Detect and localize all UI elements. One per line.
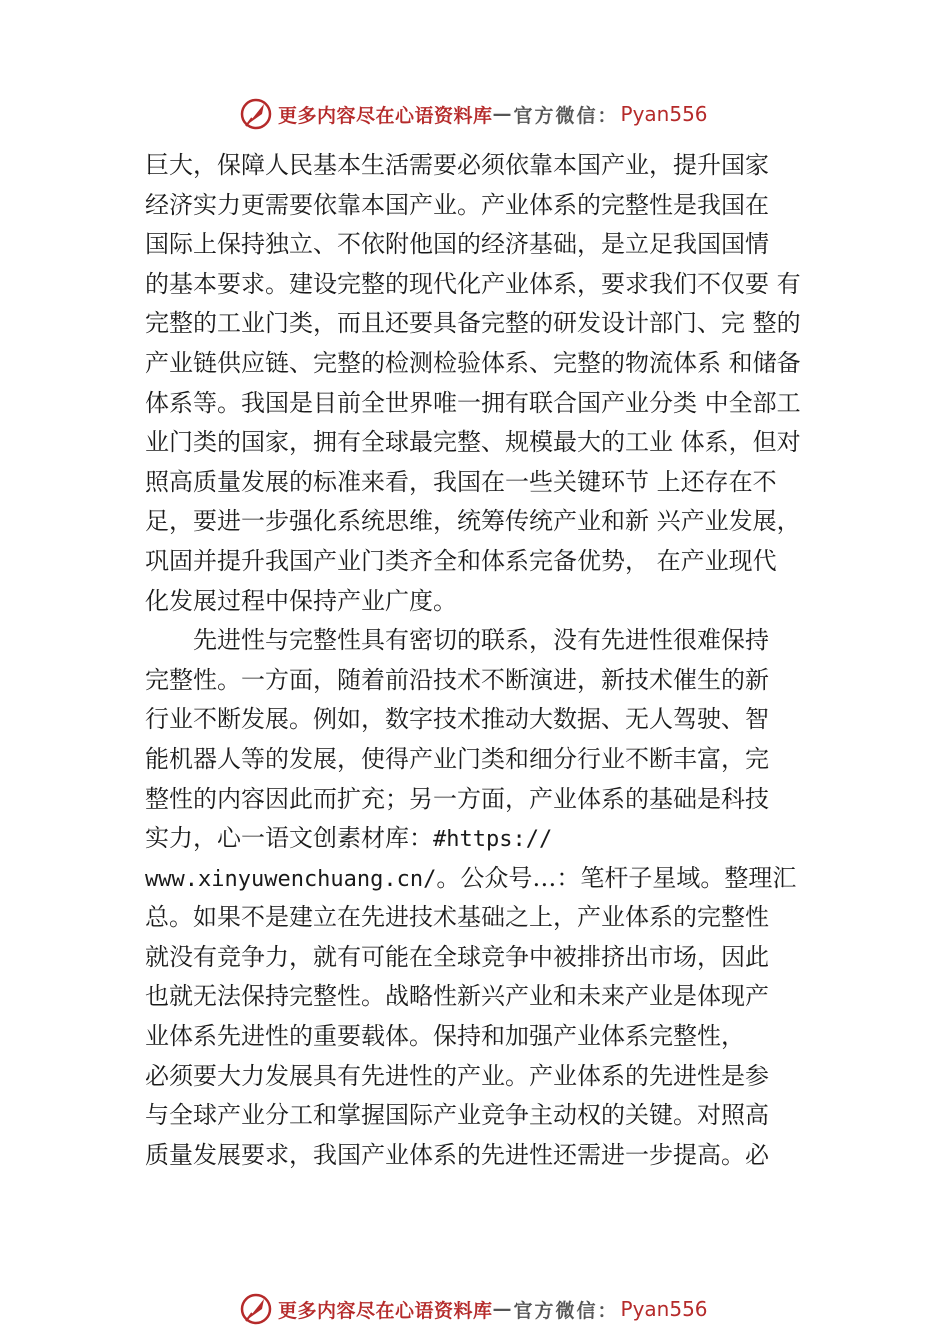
url-fragment: www.xinyuwenchuang.cn/	[145, 866, 437, 892]
text-line: 与全球产业分工和掌握国际产业竞争主动权的关键。对照高	[145, 1101, 769, 1130]
text-line: 就没有竞争力，就有可能在全球竞争中被排挤出市场，因此	[145, 942, 769, 971]
text-line	[145, 859, 825, 899]
text-line: 必须要大力发展具有先进性的产业。产业体系的先进性是参	[145, 1061, 769, 1090]
text-line: 的基本要求。建设完整的现代化产业体系，要求我们不仅要 有	[145, 269, 801, 298]
footer-banner	[238, 1291, 708, 1327]
text-line: 能机器人等的发展，使得产业门类和细分行业不断丰富，完	[145, 744, 769, 773]
text-segment: 。公众号…：笔杆子星域。整理汇	[436, 863, 797, 892]
text-line: 产业链供应链、完整的检测检验体系、完整的物流体系 和储备	[145, 348, 801, 377]
text-line: 巨大，保障人民基本生活需要必须依靠本国产业，提升国家	[145, 151, 769, 179]
text-line: 业门类的国家，拥有全球最完整、规模最大的工业 体系，但对	[145, 428, 801, 457]
paragraph-2	[145, 621, 825, 1175]
text-line: 国际上保持独立、不依附他国的经济基础，是立足我国国情	[145, 230, 769, 259]
banner-wechat-id: Pyan556	[620, 1297, 708, 1321]
text-line: 完整性。一方面，随着前沿技术不断演进，新技术催生的新	[145, 665, 769, 694]
text-line: 先进性与完整性具有密切的联系，没有先进性很难保持	[193, 626, 769, 655]
text-line: 质量发展要求，我国产业体系的先进性还需进一步提高。必	[145, 1140, 769, 1169]
quill-logo-icon	[238, 96, 274, 132]
text-line: 照高质量发展的标准来看，我国在一些关键环节 上还存在不	[145, 467, 777, 496]
header-banner	[238, 96, 708, 132]
text-line: 业体系先进性的重要载体。保持和加强产业体系完整性，	[145, 1022, 745, 1051]
paragraph-1	[145, 146, 825, 621]
quill-logo-icon	[238, 1291, 274, 1327]
text-line: 巩固并提升我国产业门类齐全和体系完备优势， 在产业现代	[145, 546, 777, 575]
text-line: 完整的工业门类，而且还要具备完整的研发设计部门、完 整的	[145, 309, 801, 338]
text-segment: 实力，心一语文创素材库：	[145, 824, 433, 853]
text-line: 也就无法保持完整性。战略性新兴产业和未来产业是体现产	[145, 982, 769, 1011]
text-line: 化发展过程中保持产业广度。	[145, 586, 457, 615]
text-line: 经济实力更需要依靠本国产业。产业体系的完整性是我国在	[145, 190, 769, 219]
text-line: 整性的内容因此而扩充；另一方面，产业体系的基础是科技	[145, 784, 769, 813]
document-body	[145, 146, 825, 1175]
text-line: 总。如果不是建立在先进技术基础之上，产业体系的完整性	[145, 903, 769, 932]
banner-site-text: 更多内容尽在心语资料库	[278, 1299, 493, 1322]
text-line: 行业不断发展。例如，数字技术推动大数据、无人驾驶、智	[145, 705, 769, 734]
text-line: 体系等。我国是目前全世界唯一拥有联合国产业分类 中全部工	[145, 388, 801, 417]
text-line	[145, 819, 825, 859]
banner-site-text: 更多内容尽在心语资料库	[278, 104, 493, 127]
text-line: 足，要进一步强化系统思维，统筹传统产业和新 兴产业发展，	[145, 507, 801, 536]
banner-wechat-id: Pyan556	[620, 102, 708, 126]
banner-dash: —	[492, 1298, 514, 1320]
banner-wechat-label: 官方微信：	[513, 1299, 619, 1322]
banner-dash: —	[492, 103, 514, 125]
url-fragment: #https://	[433, 827, 553, 853]
banner-wechat-label: 官方微信：	[513, 104, 619, 127]
